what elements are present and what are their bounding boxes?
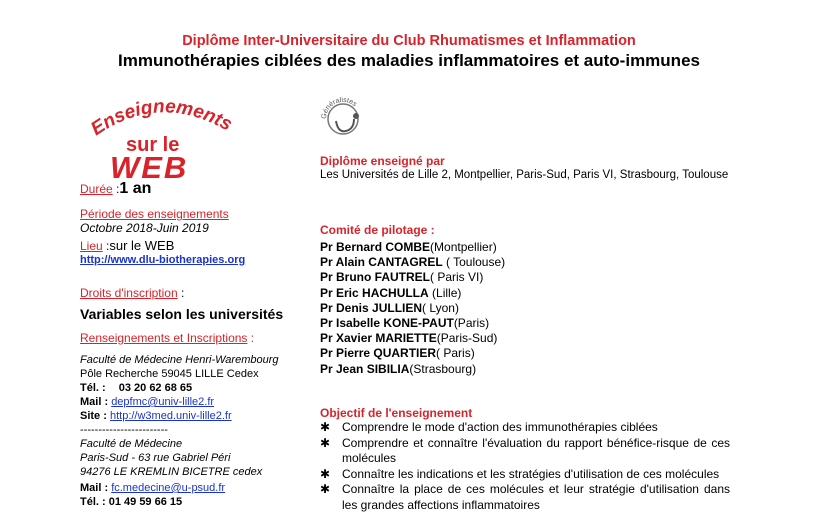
lieu-value: sur le WEB xyxy=(109,238,175,253)
logo-word-web: WEB xyxy=(110,150,189,182)
comite-member: Pr Isabelle KONE-PAUT(Paris) xyxy=(320,316,490,331)
duree-label: Durée xyxy=(80,182,113,196)
lieu-label: Lieu xyxy=(80,239,103,253)
page-title-line1: Diplôme Inter-Universitaire du Club Rhumatismes et Inflammation xyxy=(182,33,636,49)
comite-member: Pr Bruno FAUTREL( Paris VI) xyxy=(320,270,484,285)
logo-word-sur-le: sur le xyxy=(126,134,180,156)
comite-member: Pr Xavier MARIETTE(Paris-Sud) xyxy=(320,331,498,346)
asterisk-bullet-icon: ✱ xyxy=(320,420,331,434)
objectives-list xyxy=(320,420,730,513)
badge-text: Généralistes xyxy=(320,96,358,120)
objective-item: ✱ Connaître les indications et les stratégies d'utilisation de ces molécules xyxy=(320,466,720,481)
asterisk-bullet-icon: ✱ xyxy=(320,466,331,481)
objective-item: ✱ Comprendre le mode d'action des immunothérapies ciblées xyxy=(320,420,658,434)
objectif-label: Objectif de l'enseignement xyxy=(320,406,473,420)
paris-mail-label: Mail : xyxy=(80,482,109,494)
comite-label: Comité de pilotage : xyxy=(320,223,435,237)
lieu-url-link[interactable]: http://www.dlu-biotherapies.org xyxy=(80,254,246,266)
paris-mail-link[interactable]: fc.medecine@u-psud.fr xyxy=(111,482,226,494)
renseignements-row: Renseignements et Inscriptions : xyxy=(80,331,255,345)
periode-label: Période des enseignements xyxy=(80,207,229,221)
comite-member: Pr Alain CANTAGREL ( Toulouse) xyxy=(320,255,506,270)
paris-address-line2: Paris-Sud - 63 rue Gabriel Péri xyxy=(80,452,231,464)
comite-member: Pr Bernard COMBE(Montpellier) xyxy=(320,240,497,254)
periode-value: Octobre 2018-Juin 2019 xyxy=(80,221,209,235)
paris-tel-value: 01 49 59 66 15 xyxy=(108,496,183,508)
paris-mail-row xyxy=(80,482,225,494)
stethoscope-icon xyxy=(320,95,370,141)
diplome-label: Diplôme enseigné par xyxy=(320,154,445,168)
lille-mail-label: Mail : xyxy=(80,396,109,408)
comite-member: Pr Denis JULLIEN( Lyon) xyxy=(320,300,459,315)
lieu-row: Lieu :sur le WEB xyxy=(80,238,175,253)
paris-address-line3: 94276 LE KREMLIN BICETRE cedex xyxy=(80,466,263,478)
asterisk-bullet-icon: ✱ xyxy=(320,482,331,496)
lille-site-label: Site : xyxy=(80,410,107,422)
logo-word-enseignements: Enseignements xyxy=(87,96,236,141)
objective-item: ✱ Connaître la place de ces molécules et leur stratégie d'utilisation dans les grandes affections inflammatoires xyxy=(320,482,730,512)
comite-list xyxy=(320,240,505,377)
lille-mail-row xyxy=(80,396,214,408)
lille-tel-label: Tél. : xyxy=(80,382,106,394)
lille-tel-value: 03 20 62 68 65 xyxy=(118,382,193,394)
asterisk-bullet-icon: ✱ xyxy=(320,435,331,450)
duree-value: 1 an xyxy=(119,180,152,197)
paris-tel-row xyxy=(80,496,182,508)
droits-row: Droits d'inscription : xyxy=(80,286,185,300)
separator: ------------------------ xyxy=(80,424,168,436)
lille-mail-link[interactable]: depfmc@univ-lille2.fr xyxy=(111,396,215,408)
lille-site-link[interactable]: http://w3med.univ-lille2.fr xyxy=(109,410,232,422)
lille-address-line1: Faculté de Médecine Henri-Warembourg xyxy=(80,354,279,366)
lille-site-row xyxy=(80,410,232,422)
lille-tel-row xyxy=(80,382,192,394)
diplome-value: Les Universités de Lille 2, Montpellier, Paris-Sud, Paris VI, Strasbourg, Toulouse xyxy=(320,169,729,181)
web-teaching-logo xyxy=(78,96,238,182)
paris-address-line1: Faculté de Médecine xyxy=(80,438,183,450)
page-title-line2: Immunothérapies ciblées des maladies inflammatoires et auto-immunes xyxy=(118,51,700,70)
lille-address-line2: Pôle Recherche 59045 LILLE Cedex xyxy=(80,368,259,380)
comite-member: Pr Eric HACHULLA (Lille) xyxy=(320,285,462,300)
comite-member: Pr Jean SIBILIA(Strasbourg) xyxy=(320,361,477,376)
droits-label: Droits d'inscription xyxy=(80,286,178,300)
duree-row: Durée :1 an xyxy=(80,180,152,197)
paris-tel-label: Tél. : xyxy=(80,496,106,508)
comite-member: Pr Pierre QUARTIER( Paris) xyxy=(320,346,475,361)
objective-item: ✱ Comprendre et connaître l'évaluation du rapport bénéfice-risque de ces molécules xyxy=(320,435,730,465)
renseignements-label: Renseignements et Inscriptions xyxy=(80,331,248,345)
droits-value: Variables selon les universités xyxy=(80,306,284,322)
